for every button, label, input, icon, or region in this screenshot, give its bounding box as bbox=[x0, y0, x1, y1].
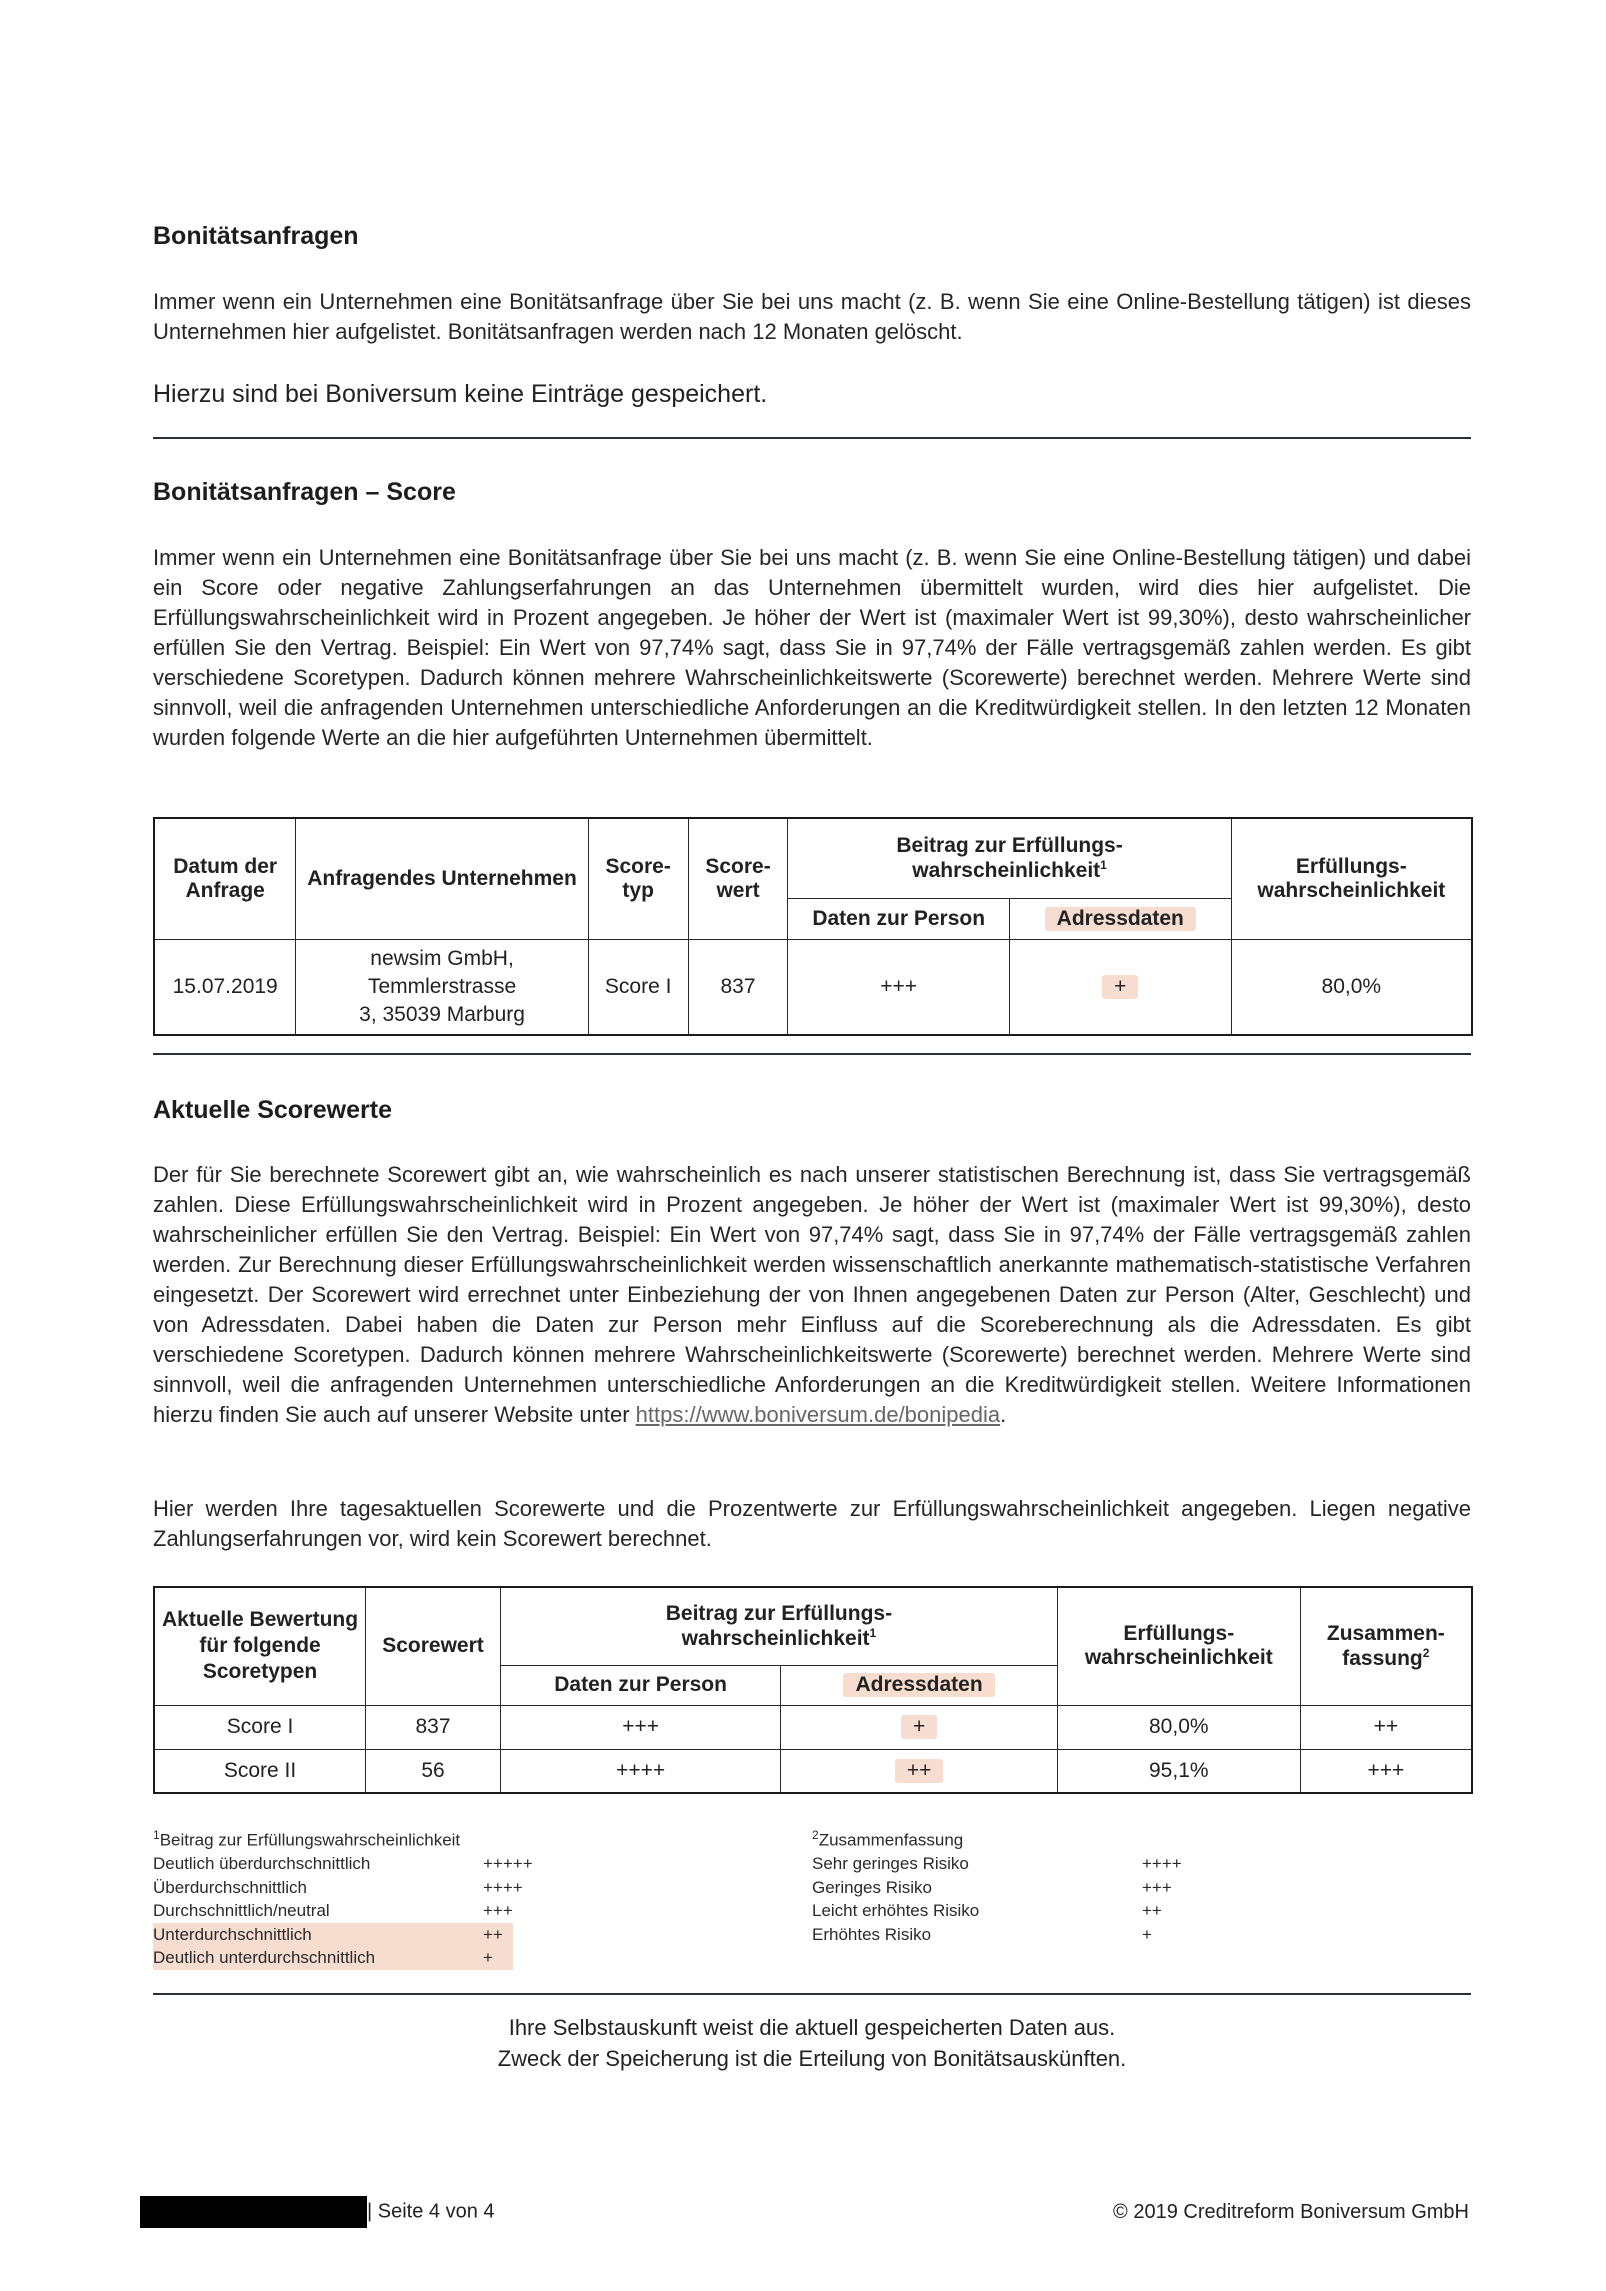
header-probability: Erfüllungs-wahrscheinlichkeit bbox=[1057, 1587, 1300, 1705]
legend-item: Geringes Risiko +++ bbox=[812, 1877, 1172, 1897]
legend-item: Leicht erhöhtes Risiko ++ bbox=[812, 1901, 1162, 1921]
cell-type: Score II bbox=[154, 1749, 366, 1793]
section-title-score-requests: Bonitätsanfragen – Score bbox=[153, 478, 456, 506]
legend-item: Überdurchschnittlich ++++ bbox=[153, 1877, 523, 1897]
page-footer-left bbox=[140, 2196, 495, 2228]
table-row bbox=[154, 1749, 1472, 1793]
score-requests-table bbox=[153, 817, 1473, 1036]
cell-address: + bbox=[1009, 939, 1231, 1035]
cell-probability: 80,0% bbox=[1231, 939, 1472, 1035]
legend-item: Durchschnittlich/neutral +++ bbox=[153, 1901, 513, 1921]
header-contribution: Beitrag zur Erfüllungs-wahrscheinlichkeit$^1$ bbox=[788, 818, 1231, 899]
cell-summary: ++ bbox=[1300, 1705, 1472, 1749]
cell-person: +++ bbox=[788, 939, 1009, 1035]
section-title-current-scores: Aktuelle Scorewerte bbox=[153, 1096, 392, 1124]
section-text-daily-scores: Hier werden Ihre tagesaktuellen Scorewerte und die Prozentwerte zur Erfüllungswahrscheinlichkeit angegeben. Liegen negative Zahlungserfahrungen vor, wird kein Scorewert berechnet. bbox=[153, 1496, 1471, 1551]
cell-scoretype: Score I bbox=[588, 939, 688, 1035]
cell-address: + bbox=[781, 1705, 1058, 1749]
cell-company: newsim GmbH, Temmlerstrasse 3, 35039 Marburg bbox=[296, 939, 588, 1035]
header-contribution: Beitrag zur Erfüllungs-wahrscheinlichkeit$^1$ bbox=[500, 1587, 1057, 1665]
bonipedia-link[interactable]: https://www.boniversum.de/bonipedia bbox=[635, 1402, 1001, 1427]
cell-person: ++++ bbox=[500, 1749, 780, 1793]
cell-value: 837 bbox=[366, 1705, 501, 1749]
table-row bbox=[154, 939, 1472, 1035]
cell-value: 56 bbox=[366, 1749, 501, 1793]
legend-item: Erhöhtes Risiko + bbox=[812, 1924, 1152, 1944]
section-text-bonitaetsanfragen: Immer wenn ein Unternehmen eine Bonitätsanfrage über Sie bei uns macht (z. B. wenn Sie eine Online-Bestellung tätigen) ist dieses Unternehmen hier aufgelistet. Bonitätsanfragen werden nach 12 Monaten gelöscht. bbox=[153, 289, 1471, 344]
redacted-block bbox=[140, 2196, 367, 2228]
header-summary: Zusammen-fassung$^2$ bbox=[1300, 1587, 1472, 1705]
section-title-bonitaetsanfragen: Bonitätsanfragen bbox=[153, 222, 359, 250]
cell-summary: +++ bbox=[1300, 1749, 1472, 1793]
page-number: | Seite 4 von 4 bbox=[367, 2200, 495, 2223]
header-person-data: Daten zur Person bbox=[500, 1665, 780, 1705]
cell-address: ++ bbox=[781, 1749, 1058, 1793]
legend-item: Deutlich überdurchschnittlich +++++ bbox=[153, 1854, 533, 1874]
header-rating: Aktuelle Bewertung für folgende Scoretypen bbox=[154, 1587, 366, 1705]
header-scorevalue: Scorewert bbox=[366, 1587, 501, 1705]
no-entries-notice: Hierzu sind bei Boniversum keine Einträge gespeichert. bbox=[153, 380, 768, 408]
legend-summary bbox=[812, 1824, 1182, 1946]
section-text-score-requests: Immer wenn ein Unternehmen eine Bonitätsanfrage über Sie bei uns macht (z. B. wenn Sie eine Online-Bestellung tätigen) und dabei ein Score oder negative Zahlungserfahrungen an das Unternehmen übermittelt wurden, wird dies hier aufgelistet. Die Erfüllungswahrscheinlichkeit wird in Prozent angegeben. Je höher der Wert ist (maximaler Wert ist 99,30%), desto wahrscheinlicher erfüllen Sie den Vertrag. Beispiel: Ein Wert von 97,74% sagt, dass Sie in 97,74% der Fälle vertragsgemäß zahlen werden. Es gibt verschiedene Scoretypen. Dadurch können mehrere Wahrscheinlichkeitswerte (Scorewerte) berechnet werden. Mehrere Werte sind sinnvoll, weil die anfragenden Unternehmen unterschiedliche Anforderungen an die Kreditwürdigkeit stellen. In den letzten 12 Monaten wurden folgende Werte an die hier aufgeführten Unternehmen übermittelt. bbox=[153, 545, 1471, 750]
cell-probability: 95,1% bbox=[1057, 1749, 1300, 1793]
legend-title: $^2$Zusammenfassung bbox=[812, 1828, 964, 1850]
legend-title: $^1$Beitrag zur Erfüllungswahrscheinlichkeit bbox=[153, 1828, 461, 1850]
current-scores-table bbox=[153, 1586, 1473, 1794]
header-address-data: Adressdaten bbox=[781, 1665, 1058, 1705]
header-company: Anfragendes Unternehmen bbox=[296, 818, 588, 939]
header-probability: Erfüllungs-wahrscheinlichkeit bbox=[1231, 818, 1472, 939]
cell-person: +++ bbox=[500, 1705, 780, 1749]
cell-date: 15.07.2019 bbox=[154, 939, 296, 1035]
header-scorevalue: Score-wert bbox=[688, 818, 788, 939]
closing-statement: Ihre Selbstauskunft weist die aktuell gespeicherten Daten aus. Zweck der Speicherung ist die Erteilung von Bonitätsauskünften. bbox=[497, 2015, 1127, 2071]
header-scoretype: Score-typ bbox=[588, 818, 688, 939]
header-date: Datum der Anfrage bbox=[154, 818, 296, 939]
legend-item: Sehr geringes Risiko ++++ bbox=[812, 1854, 1182, 1874]
header-person-data: Daten zur Person bbox=[788, 899, 1009, 939]
copyright: © 2019 Creditreform Boniversum GmbH bbox=[1113, 2201, 1469, 2223]
cell-type: Score I bbox=[154, 1705, 366, 1749]
legend-item: Deutlich unterdurchschnittlich + bbox=[153, 1946, 513, 1970]
legend-item: Unterdurchschnittlich ++ bbox=[153, 1923, 513, 1947]
section-text-current-scores: Der für Sie berechnete Scorewert gibt an, wie wahrscheinlich es nach unserer statistischen Berechnung ist, dass Sie vertragsgemäß zahlen. Diese Erfüllungswahrscheinlichkeit wird in Prozent angegeben. Je höher der Wert ist (maximaler Wert ist 99,30%), desto wahrscheinlicher erfüllen Sie den Vertrag. Beispiel: Ein Wert von 97,74% sagt, dass Sie in 97,74% der Fälle vertragsgemäß zahlen werden. Zur Berechnung dieser Erfüllungswahrscheinlichkeit werden wissenschaftlich anerkannte mathematisch-statistische Verfahren eingesetzt. Der Scorewert wird errechnet unter Einbeziehung der von Ihnen angegebenen Daten zur Person (Alter, Geschlecht) und von Adressdaten. Dabei haben die Daten zur Person mehr Einfluss auf die Scoreberechnung als die Adressdaten. Es gibt verschiedene Scoretypen. Dadurch können mehrere Wahrscheinlichkeitswerte (Scorewerte) berechnet werden. Mehrere Werte sind sinnvoll, weil die anfragenden Unternehmen unterschiedliche Anforderungen an die Kreditwürdigkeit stellen. Weitere Informationen hierzu finden Sie auch auf unserer Website unter https://www.boniversum.de/bonipedia. bbox=[153, 1162, 1471, 1427]
legend-contribution bbox=[153, 1824, 533, 1970]
header-address-data: Adressdaten bbox=[1009, 899, 1231, 939]
divider bbox=[153, 1993, 1471, 1995]
table-row bbox=[154, 1705, 1472, 1749]
divider bbox=[153, 1053, 1471, 1055]
cell-scorevalue: 837 bbox=[688, 939, 788, 1035]
cell-probability: 80,0% bbox=[1057, 1705, 1300, 1749]
divider bbox=[153, 437, 1471, 439]
